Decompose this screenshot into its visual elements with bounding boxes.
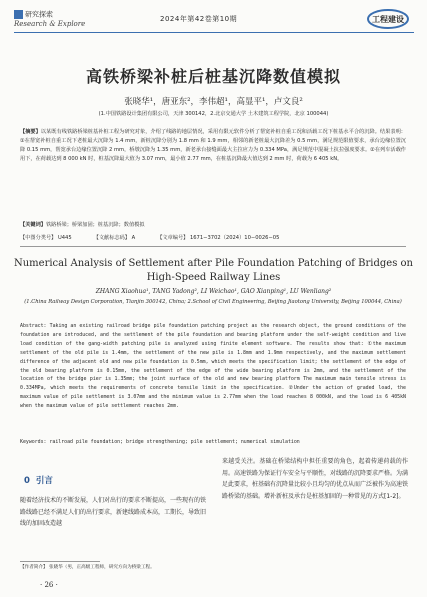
body-column-left: 随着经济技术的不断发展，人们对出行的要求不断提高，一些现有的铁路线路已经不满足人们的出行要求，新建线路成本高，工期长，导致旧线的加固改造越 [20,497,207,527]
body-column-right: 来越受关注。基础在桥梁结构中担任重要的角色，起着传递荷载的作用。高速铁路为保证行车安全与平顺性，对线路的沉降要求严格。为满足此要求，桩基础有沉降量比较小且均匀的优点从而广泛被作为高速铁路桥梁的基础。增补新桩及承台是桩基加固的一种常见的方式[1-2]。 [222,458,409,500]
footnote-rule [20,561,100,562]
author-footnote: 【作者简介】 张晓华（男，正高级工程师，研究方向为桥梁工程。 [20,565,155,570]
article-number: 【文章编号】 1671−3702（2024）10−0026−05 [157,235,280,241]
section-mark-icon [14,10,23,19]
running-header [14,8,414,40]
journal-logo-icon [366,8,410,30]
page-number: · 26 · [40,581,58,589]
affiliation: (1.中国铁路设计集团有限公司，天津 300142，2.北京交通大学 土木建筑工程学院，北京 100044) [98,111,329,117]
english-keywords: Keywords: railroad pile foundation; bridge strengthening; pile settlement; numerical simulation [20,439,300,445]
english-title: Numerical Analysis of Settlement after Pile Foundation Patching of Bridges on High-Speed Railway Lines [13,258,413,283]
meta-divider [20,246,406,247]
journal-section-cn: 研究探索 [25,10,53,19]
section-number: 0 [24,476,30,486]
journal-section [14,10,85,29]
keywords-cn [20,221,406,230]
section-heading [24,474,53,486]
svg-text:工程建设: 工程建设 [372,15,404,24]
abstract-text: 以某既有线铁路桥梁桩基补桩工程为研究对象，介绍了线路的地层情况，采用有限元软件分析了帮宽补桩自重工况和活载工况下桩基水平合的沉降。结果表明：①在帮宽补桩自重工况下老桩最大沉降为 1.4 mm，新桩沉降分别为 1.8 mm 和 1.9 mm，相邻的新老桩最大沉降差为 0.5 mm，满足规范限值要求，承台边缘位置沉降 0.15 mm，帮宽承台边缘位置沉降 2 mm，桥墩沉降为 1.35 mm，新老承台接缝面最大主拉应力为 0.334 MPa，满足规范中混凝土抗拉强度要求。②在列车活载作用下，在荷载达到 8 000 kN 时，桩基沉降最大值为 3.07 mm，最小值 2.77 mm，在桩基沉降最大值达到 2 mm 时，荷载为 6 405 kN。 [20,129,406,162]
keywords-text: 铁路桥梁；桥梁加固；桩基沉降；数值模拟 [45,222,145,228]
paper-title: 高铁桥梁补桩后桩基沉降数值模拟 [85,67,341,86]
abstract-cn [20,128,406,164]
english-abstract: Abstract: Taking an existing railroad bridge pile foundation patching project as the research object, the ground conditions of the foundation are introduced, and the settlement of the pile foundation and bearing platform under the self-weight condition and live load condition of the gang-width patching pile is analyzed using finite element software. The results show that: ①the maximum settlement of the old pile is 1.4mm, the settlement of the new pile is 1.8mm and 1.9mm respectively, and the maximum settlement difference of the adjacent old and new pile foundation is 0.5mm, which meets the specification limit; the settlement of the edge of the old bearing platform is 0.15mm, the settlement of the edge of the wide bearing platform is 2mm, and the settlement of the location of the bridge pier is 1.35mm; the joint surface of the old and new bearing platform The maximum main tensile stress is 0.334MPa, which meets the requirements of concrete tensile limit in the specification. ②Under the action of graded load, the maximum value of pile settlement is 3.07mm and the minimum value is 2.77mm when the load reaches 8 000kN, and the load is 6 405kN when the maximum value of pile settlement reaches 2mm. [20,323,406,410]
article-meta [20,234,406,241]
author-list: 张晓华¹，唐亚东²，李伟超¹，高显平¹，卢文良² [124,97,303,107]
english-affiliation: (1.China Railway Design Corporation, Tianjin 300142, China; 2.School of Civil Engineering, Beijing Jiaotong University, Beijing 100044, China) [24,299,402,305]
english-authors: ZHANG Xiaohua¹, TANG Yadong², LI Weichao¹, GAO Xianping¹, LU Wenliang² [95,288,332,295]
abstract-label: 【摘要】 [20,129,41,135]
header-rule [14,32,414,33]
keywords-label: 【关键词】 [20,222,46,228]
journal-section-en: Research & Explore [14,19,86,28]
clc-number: 【中图分类号】 U445 [20,235,72,241]
issue-info: 2024年第42卷第10期 [160,15,238,23]
section-title: 引言 [35,476,53,486]
document-code: 【文献标志码】 A [93,235,136,241]
